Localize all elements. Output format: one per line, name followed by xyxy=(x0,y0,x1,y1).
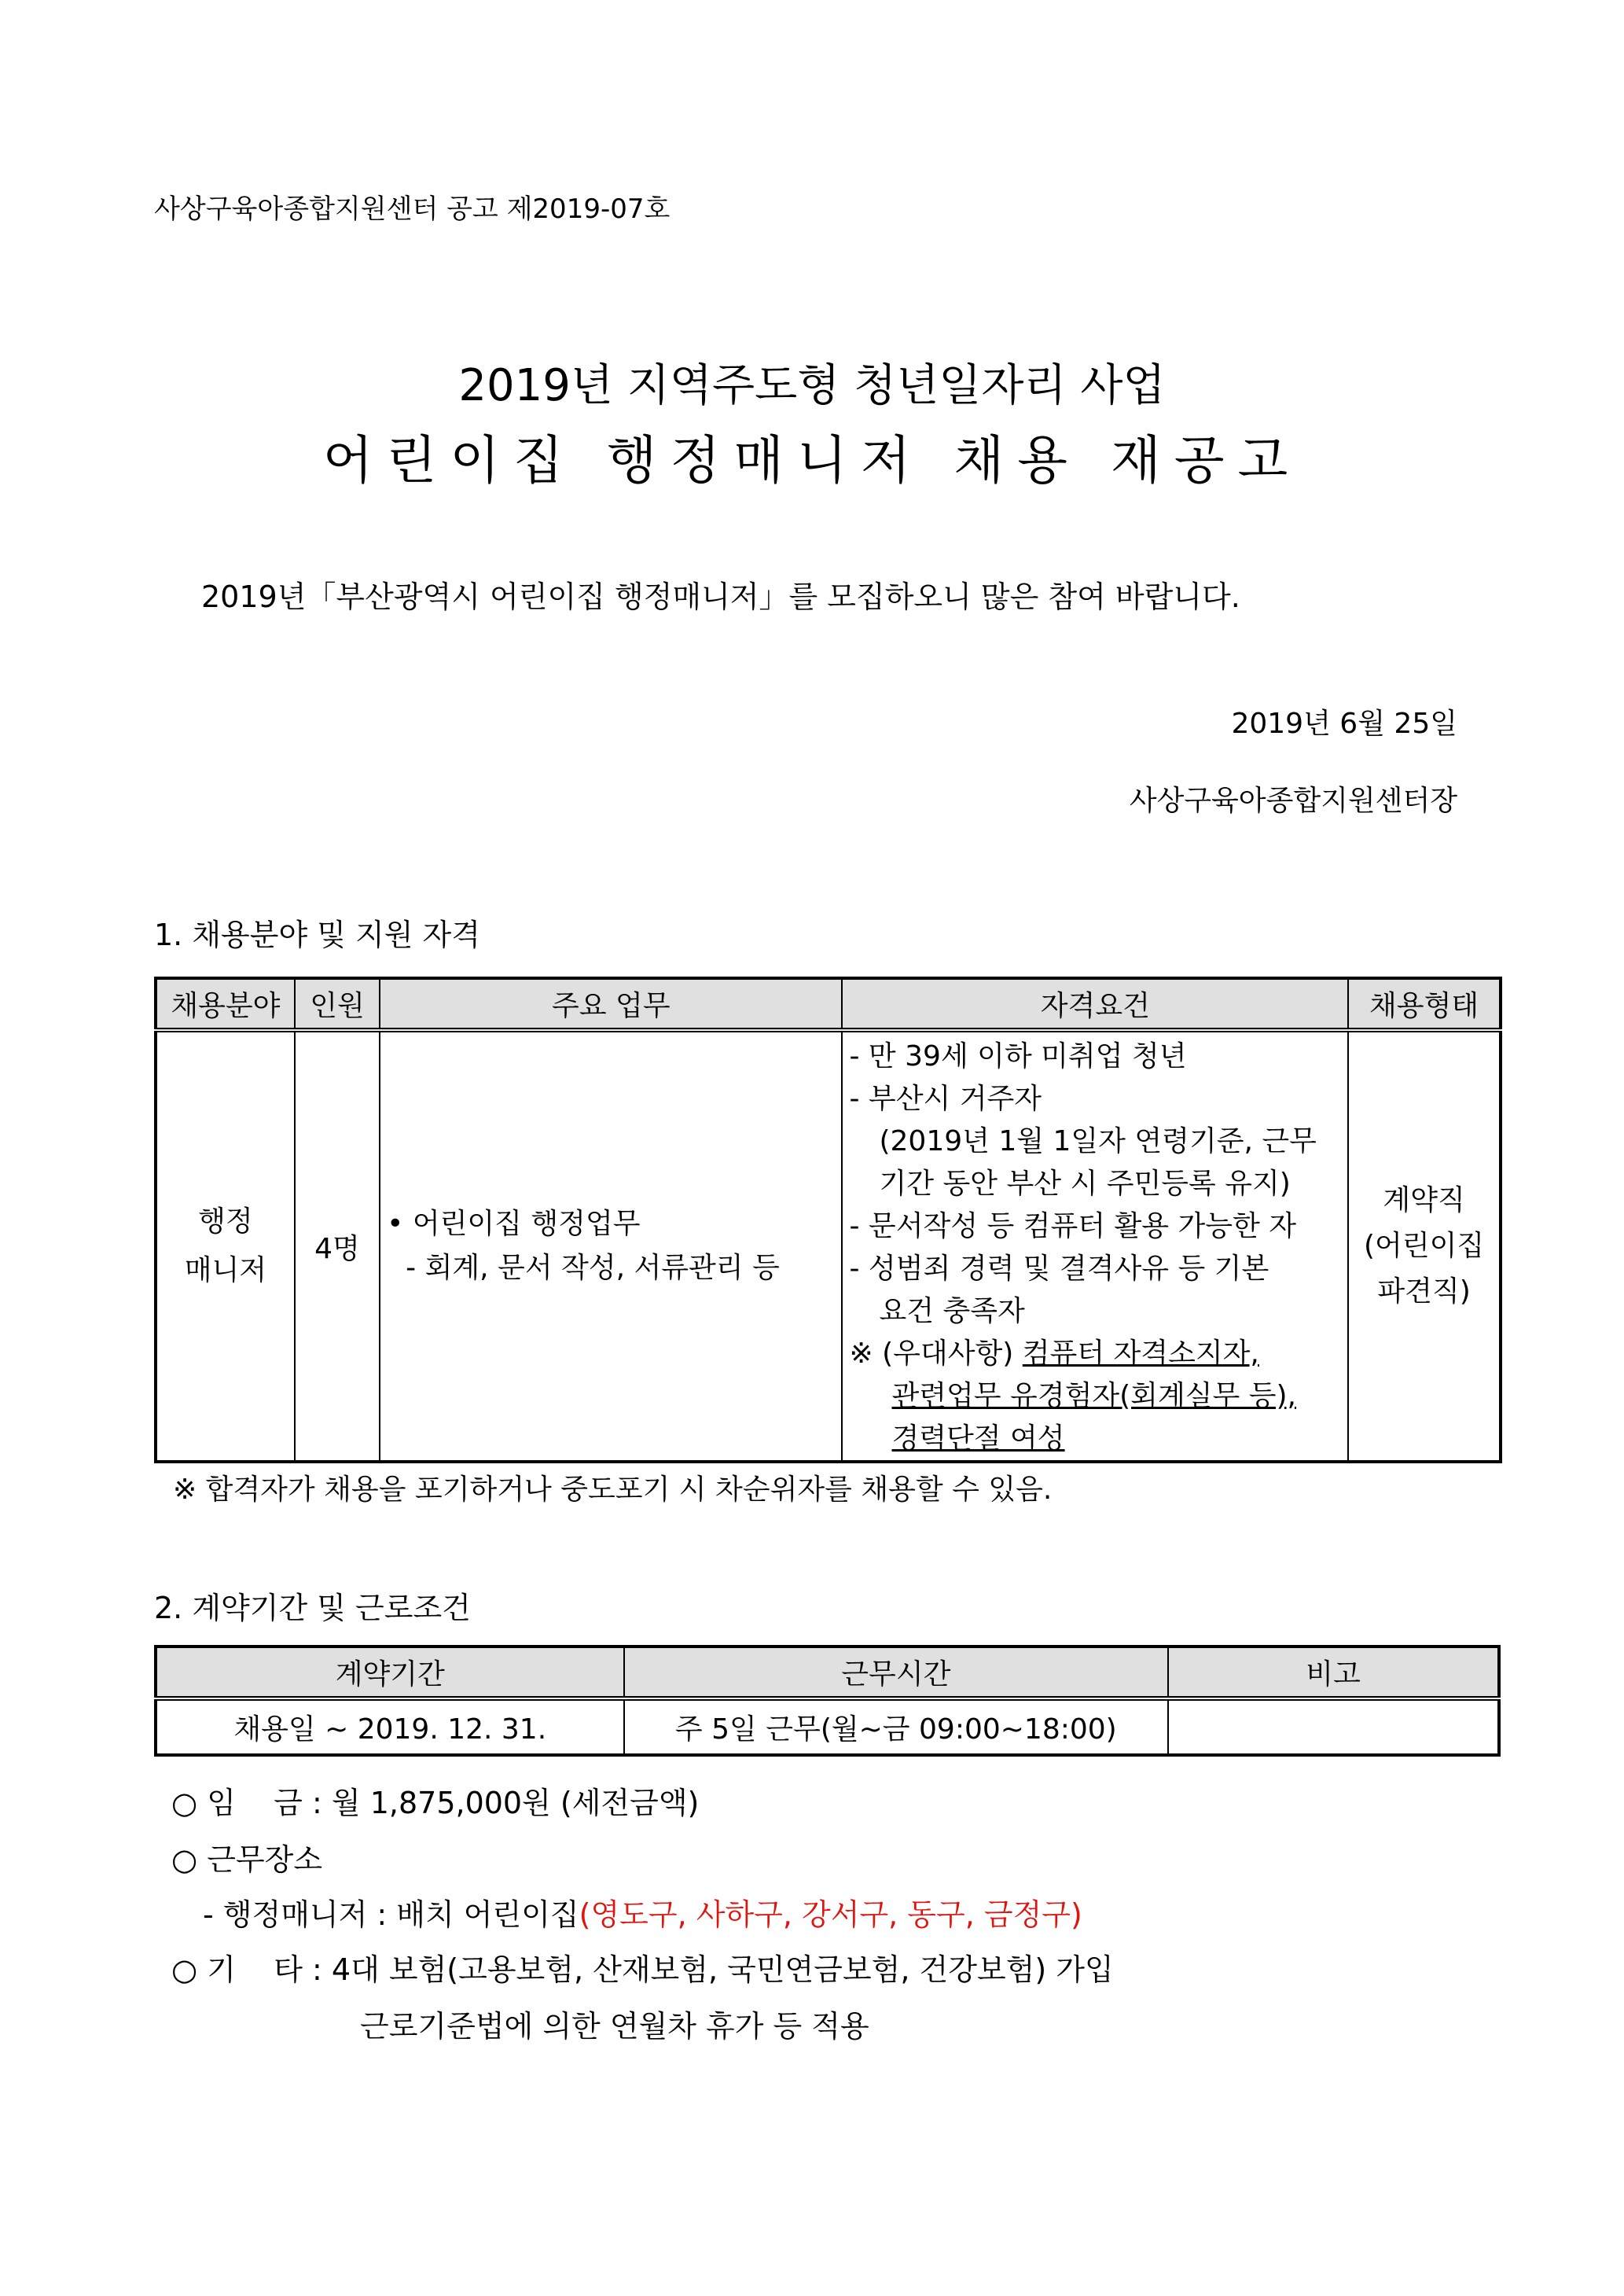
qual-item: 기간 동안 부산 시 주민등록 유지) xyxy=(879,1168,1291,1200)
col-type: 채용형태 xyxy=(1348,978,1501,1030)
field-line2: 매니저 xyxy=(184,1254,267,1286)
table-header-row xyxy=(156,1647,1499,1698)
col-count: 인원 xyxy=(295,978,380,1030)
salary-line: ○ 임 금 : 월 1,875,000원 (세전금액) xyxy=(171,1786,700,1820)
issuer: 사상구육아종합지원센터장 xyxy=(1129,785,1457,817)
workplace-prefix: - 행정매니저 : 배치 어린이집 xyxy=(203,1897,579,1932)
field-cell xyxy=(156,1030,295,1462)
section1-heading: 1. 채용분야 및 지원 자격 xyxy=(154,918,480,952)
title-line1: 2019년 지역주도형 청년일자리 사업 xyxy=(458,360,1166,411)
preference-3: 경력단절 여성 xyxy=(891,1422,1065,1455)
type-line1: 계약직 xyxy=(1383,1184,1465,1216)
title-line2: 어린이집 행정매니저 채용 재공고 xyxy=(322,430,1302,491)
table-row xyxy=(156,1030,1501,1462)
col-quals: 자격요건 xyxy=(842,978,1348,1030)
preference-2: 관련업무 유경험자(회계실무 등), xyxy=(891,1380,1296,1412)
col-period: 계약기간 xyxy=(156,1647,624,1698)
preference-line1 xyxy=(849,1333,1343,1375)
etc-line: ○ 기 타 : 4대 보험(고용보험, 산재보험, 국민연금보험, 건강보험) 가입 xyxy=(171,1952,1114,1987)
contract-table xyxy=(154,1645,1501,1757)
qual-item: 요건 충족자 xyxy=(879,1295,1025,1327)
duty-cell xyxy=(380,1030,842,1462)
preference-prefix: ※ (우대사항) xyxy=(849,1337,1014,1370)
section2-heading: 2. 계약기간 및 근로조건 xyxy=(154,1591,471,1625)
col-hours: 근무시간 xyxy=(624,1647,1169,1698)
workplace-detail xyxy=(203,1890,1082,1934)
col-field: 채용분야 xyxy=(156,978,295,1030)
type-line2: (어린이집 xyxy=(1364,1230,1485,1262)
replacement-note: ※ 합격자가 채용을 포기하거나 중도포기 시 차순위자를 채용할 수 있음. xyxy=(173,1474,1053,1506)
col-duty: 주요 업무 xyxy=(380,978,842,1030)
qual-item: (2019년 1월 1일자 연령기준, 근무 xyxy=(879,1125,1317,1157)
table-header-row xyxy=(156,978,1501,1030)
quals-cell xyxy=(842,1030,1348,1462)
announcement-date: 2019년 6월 25일 xyxy=(1231,708,1457,740)
qual-item: - 문서작성 등 컴퓨터 활용 가능한 자 xyxy=(849,1210,1296,1242)
type-line3: 파견직) xyxy=(1377,1275,1471,1308)
etc-line2: 근로기준법에 의한 연월차 휴가 등 적용 xyxy=(360,2009,869,2044)
hours-cell: 주 5일 근무(월~금 09:00~18:00) xyxy=(624,1698,1169,1755)
count-cell: 4명 xyxy=(295,1030,380,1462)
qual-item: - 성범죄 경력 및 결격사유 등 기본 xyxy=(849,1253,1269,1285)
workplace-locations: (영도구, 사하구, 강서구, 동구, 금정구) xyxy=(579,1897,1082,1932)
remarks-cell xyxy=(1168,1698,1499,1755)
preference-1: 컴퓨터 자격소지자, xyxy=(1022,1337,1259,1370)
intro-text: 2019년「부산광역시 어린이집 행정매니저」를 모집하오니 많은 참여 바랍니다. xyxy=(201,580,1240,614)
duty-main: • 어린이집 행정업무 xyxy=(387,1208,641,1240)
type-cell xyxy=(1348,1030,1501,1462)
field-line1: 행정 xyxy=(198,1205,253,1238)
recruitment-table xyxy=(154,977,1502,1463)
notice-number: 사상구육아종합지원센터 공고 제2019-07호 xyxy=(154,193,671,225)
period-cell: 채용일 ~ 2019. 12. 31. xyxy=(156,1698,624,1755)
qual-item: - 만 39세 이하 미취업 청년 xyxy=(849,1040,1187,1073)
table-row xyxy=(156,1698,1499,1755)
col-remarks: 비고 xyxy=(1168,1647,1499,1698)
qual-item: - 부산시 거주자 xyxy=(849,1083,1042,1115)
duty-sub: - 회계, 문서 작성, 서류관리 등 xyxy=(406,1252,780,1284)
workplace-line: ○ 근무장소 xyxy=(171,1842,323,1877)
